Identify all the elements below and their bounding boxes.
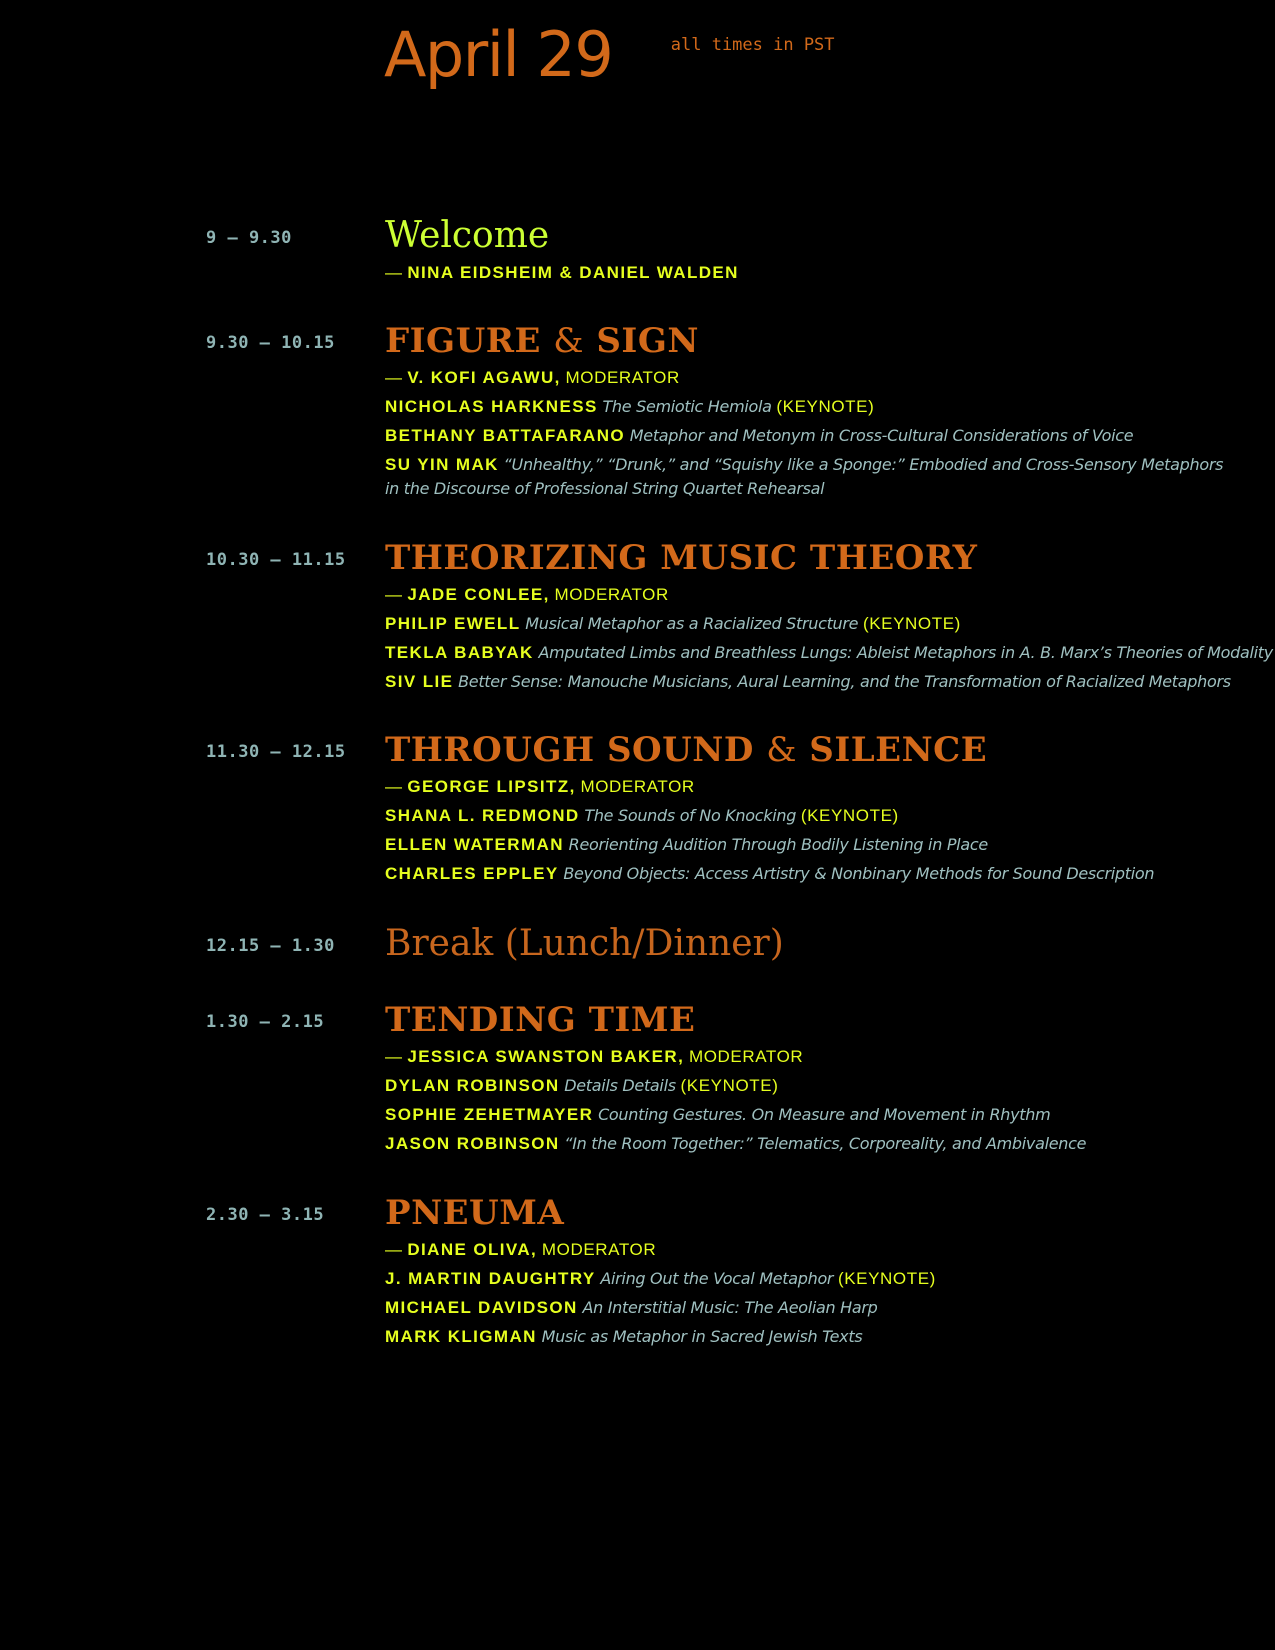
talk-line — [385, 392, 1240, 421]
talk-line — [385, 1100, 1240, 1129]
keynote-tag: (KEYNOTE) — [800, 806, 899, 825]
talk-title: Airing Out the Vocal Metaphor — [600, 1269, 834, 1288]
moderator-role: MODERATOR — [580, 777, 695, 796]
talk-line — [385, 609, 1240, 638]
hosts: NINA EIDSHEIM & DANIEL WALDEN — [407, 263, 739, 282]
session-title: PNEUMA — [385, 1193, 565, 1233]
moderator-line — [385, 363, 1240, 392]
title-ampersand: & — [766, 730, 797, 770]
speaker-name: TEKLA BABYAK — [385, 643, 534, 662]
session-title: Break (Lunch/Dinner) — [385, 923, 784, 964]
speaker-name: BETHANY BATTAFARANO — [385, 426, 626, 445]
moderator-line — [385, 772, 1240, 801]
talk-title: Music as Metaphor in Sacred Jewish Texts — [541, 1327, 863, 1346]
timezone-note: all times in PST — [670, 35, 835, 55]
talk-line — [385, 1071, 1240, 1100]
session-body — [385, 214, 1240, 287]
talk-title: Better Sense: Manouche Musicians, Aural Learning, and the Transformation of Racialized Metaphors — [458, 672, 1231, 691]
speaker-name: SOPHIE ZEHETMAYER — [385, 1105, 594, 1124]
session-title: TENDING TIME — [385, 1000, 696, 1040]
session-time: 9.30 – 10.15 — [206, 333, 335, 353]
session-body — [385, 1191, 1240, 1351]
speaker-name: SU YIN MAK — [385, 455, 499, 474]
talk-line — [385, 638, 1273, 667]
talk-line — [385, 450, 1240, 501]
speaker-name: SIV LIE — [385, 672, 454, 691]
moderator-line — [385, 1235, 1240, 1264]
title-part: THROUGH SOUND — [385, 730, 754, 770]
talk-title: “Unhealthy,” “Drunk,” and “Squishy like a Sponge:” Embodied and Cross-Sensory Metaphors in the Discourse of Professional String Quartet Rehearsal — [385, 455, 1224, 498]
dash: — — [385, 1047, 403, 1066]
speaker-name: DYLAN ROBINSON — [385, 1076, 560, 1095]
session-title: THEORIZING MUSIC THEORY — [385, 538, 978, 578]
keynote-tag: (KEYNOTE) — [680, 1076, 779, 1095]
session-body — [385, 922, 1240, 966]
talk-line — [385, 1322, 1240, 1351]
talk-title: Musical Metaphor as a Racialized Structure — [525, 614, 859, 633]
talk-line — [385, 667, 1240, 696]
speaker-name: PHILIP EWELL — [385, 614, 521, 633]
session-time: 10.30 – 11.15 — [206, 550, 346, 570]
moderator-line — [385, 580, 1240, 609]
session-body — [385, 319, 1240, 501]
talk-title: Details Details — [564, 1076, 676, 1095]
session-title — [385, 728, 1240, 772]
keynote-tag: (KEYNOTE) — [837, 1269, 936, 1288]
session-time: 12.15 – 1.30 — [206, 936, 335, 956]
session-time: 2.30 – 3.15 — [206, 1205, 325, 1225]
session-time: 11.30 – 12.15 — [206, 742, 346, 762]
moderator-role: MODERATOR — [688, 1047, 804, 1066]
moderator-role: MODERATOR — [565, 368, 680, 387]
speaker-name: ELLEN WATERMAN — [385, 835, 564, 854]
keynote-tag: (KEYNOTE) — [776, 397, 875, 416]
keynote-tag: (KEYNOTE) — [862, 614, 961, 633]
talk-title: Metaphor and Metonym in Cross-Cultural Considerations of Voice — [629, 426, 1134, 445]
speaker-name: SHANA L. REDMOND — [385, 806, 580, 825]
talk-line — [385, 1264, 1240, 1293]
talk-title: The Semiotic Hemiola — [602, 397, 772, 416]
session-body — [385, 536, 1273, 696]
dash: — — [385, 263, 403, 282]
moderator-name: GEORGE LIPSITZ, — [407, 777, 576, 796]
talk-line — [385, 421, 1240, 450]
dash: — — [385, 777, 403, 796]
moderator-name: V. KOFI AGAWU, — [407, 368, 561, 387]
talk-line — [385, 1129, 1240, 1158]
speaker-name: J. MARTIN DAUGHTRY — [385, 1269, 596, 1288]
dash: — — [385, 585, 403, 604]
talk-title: The Sounds of No Knocking — [584, 806, 797, 825]
speaker-name: MARK KLIGMAN — [385, 1327, 537, 1346]
title-ampersand: & — [553, 321, 585, 361]
talk-title: An Interstitial Music: The Aeolian Harp — [582, 1298, 878, 1317]
dash: — — [385, 1240, 403, 1259]
talk-line — [385, 859, 1240, 888]
talk-title: Reorienting Audition Through Bodily Listening in Place — [568, 835, 988, 854]
moderator-role: MODERATOR — [541, 1240, 657, 1259]
moderator-role: MODERATOR — [554, 585, 669, 604]
session-time: 1.30 – 2.15 — [206, 1012, 325, 1032]
talk-line — [385, 830, 1240, 859]
title-part: SILENCE — [809, 730, 988, 770]
talk-title: Beyond Objects: Access Artistry & Nonbinary Methods for Sound Description — [563, 864, 1155, 883]
title-part: FIGURE — [385, 321, 541, 361]
moderator-name: JADE CONLEE, — [407, 585, 550, 604]
session-body — [385, 998, 1240, 1158]
page-header — [384, 18, 835, 91]
speaker-name: NICHOLAS HARKNESS — [385, 397, 598, 416]
dash: — — [385, 368, 403, 387]
title-part: SIGN — [596, 321, 699, 361]
page-title: April 29 — [384, 18, 613, 91]
talk-line — [385, 1293, 1240, 1322]
talk-title: “In the Room Together:” Telematics, Corporeality, and Ambivalence — [564, 1134, 1087, 1153]
moderator-name: JESSICA SWANSTON BAKER, — [407, 1047, 685, 1066]
talk-title: Amputated Limbs and Breathless Lungs: Ableist Metaphors in A. B. Marx’s Theories of Modality — [538, 643, 1273, 662]
moderator-line — [385, 1042, 1240, 1071]
speaker-name: JASON ROBINSON — [385, 1134, 560, 1153]
session-time: 9 – 9.30 — [206, 228, 292, 248]
host-line — [385, 258, 1240, 287]
session-body — [385, 728, 1240, 888]
talk-title: Counting Gestures. On Measure and Movement in Rhythm — [598, 1105, 1051, 1124]
session-title: Welcome — [385, 215, 550, 256]
moderator-name: DIANE OLIVA, — [407, 1240, 538, 1259]
speaker-name: MICHAEL DAVIDSON — [385, 1298, 578, 1317]
speaker-name: CHARLES EPPLEY — [385, 864, 559, 883]
talk-line — [385, 801, 1240, 830]
session-title — [385, 319, 1240, 363]
